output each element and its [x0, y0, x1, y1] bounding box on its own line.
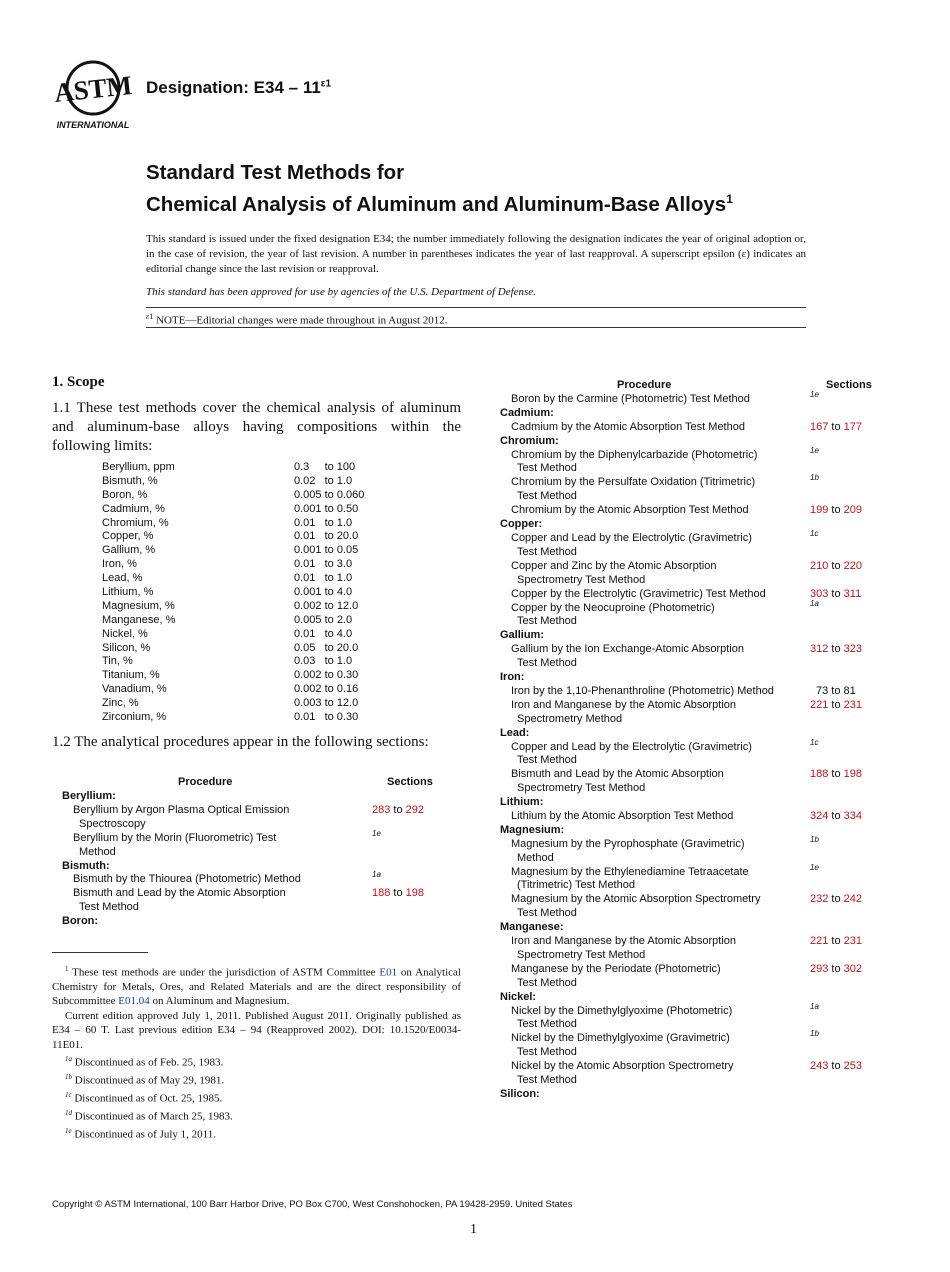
- section-range: 167 to 177: [810, 420, 863, 433]
- limit-element: Magnesium, %: [102, 599, 175, 612]
- limit-element: Tin, %: [102, 655, 133, 668]
- procedure-category: [500, 1088, 920, 1100]
- procedure-name: Cadmium by the Atomic Absorption Test Method: [511, 420, 745, 433]
- procedure-name: Lithium by the Atomic Absorption Test Method: [511, 810, 734, 822]
- procedure-category: [500, 629, 920, 641]
- section-link[interactable]: 198: [843, 768, 863, 781]
- footnotes: [52, 962, 461, 1142]
- category-label: Beryllium:: [62, 790, 116, 802]
- category-label: Iron:: [500, 671, 525, 683]
- limit-element: Iron, %: [102, 558, 137, 571]
- section-range: 232 to 242: [810, 893, 863, 906]
- limit-row: [102, 558, 402, 572]
- procedure-name: Beryllium by Argon Plasma Optical Emission: [73, 803, 290, 816]
- procedure-name: Gallium by the Ion Exchange-Atomic Absorption: [511, 643, 744, 656]
- procedure-name: Magnesium by the Ethylenediamine Tetraacetate: [511, 865, 749, 878]
- section-link[interactable]: 243: [810, 1060, 829, 1073]
- limit-element: Lithium, %: [102, 586, 154, 599]
- limit-range: 0.002 to 0.16: [294, 683, 359, 696]
- limit-range: 0.01 to 4.0: [294, 627, 353, 640]
- category-label: Lithium:: [500, 796, 544, 809]
- procedure-name: Iron and Manganese by the Atomic Absorption: [511, 698, 737, 711]
- procedure-name: Copper and Zinc by the Atomic Absorption: [511, 559, 717, 572]
- divider-bottom: [146, 327, 806, 328]
- procedure-category: [62, 915, 482, 927]
- title-line-1: Standard Test Methods for: [146, 161, 405, 184]
- footnote-discontinued: $^{1b}$ Discontinued as of May 29, 1981.: [65, 1073, 225, 1087]
- section-footnote-ref: 1a: [372, 870, 381, 880]
- procedure-name-cont: Method: [79, 845, 116, 858]
- limit-range: 0.002 to 12.0: [294, 599, 359, 612]
- section-range: 221 to 231: [810, 935, 863, 948]
- procedure-name: Iron by the 1,10-Phenanthroline (Photometric) Method: [511, 684, 774, 697]
- procedure-name: Boron by the Carmine (Photometric) Test Method: [511, 393, 750, 405]
- limit-row: [102, 642, 402, 656]
- section-footnote-ref: 1e: [372, 828, 381, 838]
- procedure-name-cont: Test Method: [517, 462, 577, 475]
- limit-range: 0.005 to 2.0: [294, 613, 353, 626]
- limit-element: Gallium, %: [102, 544, 156, 557]
- section-link[interactable]: 283: [372, 803, 391, 816]
- section-footnote-ref: 1b: [810, 473, 819, 483]
- procedure-name-cont: Method: [517, 851, 554, 864]
- section-link[interactable]: 177: [843, 420, 863, 433]
- procedure-category: [500, 671, 920, 683]
- section-footnote-ref: 1a: [810, 598, 819, 608]
- footnote-1: $^1$ These test methods are under the jurisdiction of ASTM Committee E01 on Analytical Chemistry for Metals, Ores, and Related Materials and are the direct responsibility of Subcommittee E01.04 on Aluminum and Magnesium.: [52, 965, 461, 1008]
- limit-row: [102, 544, 402, 558]
- dod-approval-note: This standard has been approved for use by agencies of the U.S. Department of Defense.: [146, 286, 536, 298]
- section-range: 221 to 231: [810, 698, 863, 711]
- procedure-name: Nickel by the Dimethylglyoxime (Gravimetric): [511, 1032, 730, 1045]
- limit-row: [102, 655, 402, 669]
- procedure-name-cont: Test Method: [517, 907, 577, 920]
- section-footnote-ref: 1b: [810, 834, 819, 844]
- procedure-name-cont: Test Method: [517, 1046, 577, 1059]
- procedure-name: Magnesium by the Pyrophosphate (Gravimetric): [511, 837, 745, 850]
- limit-row: [102, 669, 402, 683]
- procedure-name: Manganese by the Periodate (Photometric): [511, 962, 721, 975]
- limit-element: Manganese, %: [102, 613, 176, 626]
- procedure-name: Chromium by the Diphenylcarbazide (Photometric): [511, 448, 758, 461]
- procedure-name: Copper and Lead by the Electrolytic (Gravimetric): [511, 740, 752, 753]
- limit-range: 0.01 to 0.30: [294, 711, 359, 724]
- copyright: Copyright © ASTM International, 100 Barr Harbor Drive, PO Box C700, West Conshohocken, PA 19428-2959. United States: [52, 1199, 573, 1210]
- limit-range: 0.003 to 12.0: [294, 697, 359, 710]
- header-procedure: Procedure: [178, 776, 233, 788]
- section-footnote-ref: 1b: [810, 1029, 819, 1039]
- section-link[interactable]: 221: [810, 935, 829, 948]
- divider-top: [146, 307, 806, 308]
- procedure-name-cont: Test Method: [517, 754, 577, 767]
- procedure-name-cont: Spectrometry Test Method: [517, 948, 646, 961]
- section-footnote-ref: 1e: [810, 390, 819, 399]
- limit-element: Vanadium, %: [102, 683, 167, 696]
- procedure-category: [500, 727, 920, 739]
- section-footnote-ref: 1e: [810, 445, 819, 455]
- procedure-category: [62, 790, 482, 802]
- limit-element: Beryllium, ppm: [102, 461, 175, 473]
- section-link[interactable]: 231: [843, 698, 863, 711]
- category-label: Silicon:: [500, 1088, 540, 1100]
- limit-element: Silicon, %: [102, 641, 151, 654]
- section-link[interactable]: 312: [810, 643, 829, 656]
- limit-row: [102, 572, 402, 586]
- section-link[interactable]: 198: [405, 887, 425, 900]
- limit-element: Titanium, %: [102, 669, 160, 682]
- limit-row: [102, 711, 402, 725]
- procedure-name-cont: Test Method: [517, 1018, 577, 1031]
- procedure-name: Nickel by the Atomic Absorption Spectrometry: [511, 1060, 734, 1073]
- footnote-discontinued: $^{1a}$ Discontinued as of Feb. 25, 1983.: [65, 1055, 224, 1069]
- procedure-name-cont: (Titrimetric) Test Method: [517, 879, 635, 892]
- category-label: Chromium:: [500, 434, 559, 447]
- section-link[interactable]: 221: [810, 698, 829, 711]
- footnote-discontinued: $^{1c}$ Discontinued as of Oct. 25, 1985.: [65, 1091, 223, 1105]
- procedure-name: Bismuth by the Thiourea (Photometric) Method: [73, 873, 301, 886]
- section-footnote-ref: 1e: [810, 862, 819, 872]
- category-label: Copper:: [500, 518, 543, 531]
- footnote-discontinued: $^{1d}$ Discontinued as of March 25, 1983.: [65, 1109, 233, 1123]
- procedure-name-cont: Test Method: [517, 615, 577, 628]
- procedure-name: Copper by the Electrolytic (Gravimetric) Test Method: [511, 587, 766, 600]
- limit-range: 0.3 to 100: [294, 461, 356, 473]
- section-footnote-ref: 1c: [810, 737, 819, 747]
- limit-range: 0.01 to 1.0: [294, 516, 353, 529]
- section-link[interactable]: 334: [843, 810, 863, 822]
- section-footnote-ref: 1a: [810, 1001, 819, 1011]
- procedure-name: Bismuth and Lead by the Atomic Absorption: [511, 768, 724, 781]
- procedure-name: Chromium by the Atomic Absorption Test Method: [511, 504, 749, 517]
- procedure-name-cont: Spectroscopy: [79, 817, 146, 830]
- procedure-category: [500, 435, 920, 447]
- header-sections: Sections: [387, 776, 433, 788]
- section-range: 243 to 253: [810, 1060, 863, 1073]
- page-title: [146, 160, 733, 218]
- section-range: 303 to 311: [810, 587, 862, 600]
- section-link[interactable]: 311: [843, 587, 862, 600]
- composition-limits-table: [102, 461, 402, 725]
- limit-range: 0.02 to 1.0: [294, 474, 353, 487]
- procedure-name-cont: Test Method: [517, 1074, 577, 1087]
- procedure-category: [500, 796, 920, 808]
- astm-logo-subtext: INTERNATIONAL: [56, 120, 130, 130]
- section-link[interactable]: 324: [810, 810, 829, 822]
- procedure-category: [62, 860, 482, 872]
- astm-logo: [52, 58, 134, 132]
- page-number: 1: [470, 1222, 477, 1237]
- limit-row: [102, 489, 402, 503]
- limit-row: [102, 600, 402, 614]
- procedure-name: Copper by the Neocuproine (Photometric): [511, 601, 715, 614]
- header-procedure: Procedure: [617, 379, 672, 391]
- procedure-name-cont: Test Method: [517, 490, 577, 503]
- section-link[interactable]: 231: [843, 935, 863, 948]
- limit-range: 0.01 to 3.0: [294, 558, 353, 571]
- limit-row: [102, 683, 402, 697]
- limit-row: [102, 475, 402, 489]
- section-range: 199 to 209: [810, 504, 863, 517]
- limit-element: Boron, %: [102, 488, 148, 501]
- procedure-name-cont: Spectrometry Method: [517, 712, 623, 725]
- limit-element: Chromium, %: [102, 516, 169, 529]
- section-range: 283 to 292: [372, 803, 425, 816]
- limit-range: 0.05 to 20.0: [294, 641, 359, 654]
- limit-element: Nickel, %: [102, 627, 148, 640]
- category-label: Boron:: [62, 915, 99, 928]
- limit-row: [102, 530, 402, 544]
- title-line-2: Chemical Analysis of Aluminum and Aluminum-Base Alloys$^1$: [146, 192, 733, 216]
- editorial-note: $^{\varepsilon 1}$ NOTE—Editorial changes were made throughout in August 2012.: [146, 312, 448, 327]
- limit-row: [102, 517, 402, 531]
- limit-element: Copper, %: [102, 530, 154, 543]
- link-e01-04[interactable]: E01.04: [118, 995, 150, 1008]
- limit-range: 0.002 to 0.30: [294, 669, 359, 682]
- procedure-name-cont: Test Method: [79, 901, 139, 914]
- procedure-name-cont: Test Method: [517, 545, 577, 558]
- procedure-name: Iron and Manganese by the Atomic Absorption: [511, 935, 737, 948]
- limit-row: [102, 697, 402, 711]
- section-link[interactable]: 302: [843, 962, 863, 975]
- section-link[interactable]: 303: [810, 587, 829, 600]
- section-link[interactable]: 253: [843, 1060, 863, 1073]
- section-link[interactable]: 220: [843, 559, 863, 572]
- procedure-name: Beryllium by the Morin (Fluorometric) Test: [73, 831, 277, 844]
- procedure-category: [500, 921, 920, 933]
- paragraph-1-1: 1.1 These test methods cover the chemical analysis of aluminum and aluminum-base alloys having compositions within the following limits:: [52, 400, 461, 454]
- section-link[interactable]: 293: [810, 962, 829, 975]
- astm-logo-text: ASTM: [52, 69, 134, 108]
- limit-row: [102, 586, 402, 600]
- procedure-category: [500, 991, 920, 1003]
- section-link[interactable]: 210: [810, 559, 829, 572]
- limit-row: [102, 503, 402, 517]
- procedure-category: [500, 407, 920, 419]
- category-label: Lead:: [500, 726, 530, 739]
- limit-range: 0.001 to 0.05: [294, 544, 359, 557]
- section-link[interactable]: 188: [810, 768, 829, 781]
- limit-element: Zinc, %: [102, 697, 139, 710]
- section-link[interactable]: 242: [843, 893, 863, 906]
- limit-row: [102, 461, 402, 475]
- category-label: Bismuth:: [62, 859, 110, 872]
- section-heading-scope: 1. Scope: [52, 374, 105, 390]
- category-label: Nickel:: [500, 990, 537, 1003]
- limit-range: 0.03 to 1.0: [294, 655, 353, 668]
- procedure-name: Nickel by the Dimethylglyoxime (Photometric): [511, 1004, 733, 1017]
- section-range: 324 to 334: [810, 810, 863, 822]
- link-e01[interactable]: E01: [379, 966, 398, 979]
- footnote-discontinued: $^{1e}$ Discontinued as of July 1, 2011.: [65, 1127, 217, 1141]
- procedure-name-cont: Spectrometry Test Method: [517, 782, 646, 795]
- limit-element: Cadmium, %: [102, 502, 165, 515]
- category-label: Gallium:: [500, 629, 545, 642]
- section-link[interactable]: 167: [810, 420, 829, 433]
- category-label: Magnesium:: [500, 823, 565, 836]
- procedure-name-cont: Test Method: [517, 657, 577, 670]
- section-footnote-ref: 1c: [810, 529, 819, 538]
- header-sections: Sections: [826, 379, 872, 391]
- limit-row: [102, 628, 402, 642]
- footnote-divider: [52, 952, 148, 953]
- procedure-name: Bismuth and Lead by the Atomic Absorption: [73, 887, 286, 900]
- section-range: 312 to 323: [810, 643, 863, 656]
- procedure-name: Chromium by the Persulfate Oxidation (Titrimetric): [511, 476, 756, 489]
- section-range: 210 to 220: [810, 559, 863, 572]
- procedure-name-cont: Test Method: [517, 976, 577, 989]
- limit-element: Bismuth, %: [102, 474, 158, 487]
- footnote-current-edition: Current edition approved July 1, 2011. Published August 2011. Originally published as E34 – 60 T. Last previous edition E34 – 94 (Reapproved 2002). DOI: 10.1520/E0034-11E01.: [52, 1009, 461, 1051]
- section-link[interactable]: 209: [843, 504, 863, 517]
- intro-paragraph: This standard is issued under the fixed designation E34; the number immediately following the designation indicates the year of original adoption or, in the case of revision, the year of last revision. A number in parentheses indicates the year of last reapproval. A superscript epsilon (ε) indicates an editorial change since the last revision or reapproval.: [146, 233, 806, 275]
- limit-range: 0.01 to 1.0: [294, 572, 353, 585]
- section-link[interactable]: 199: [810, 504, 829, 517]
- procedure-name: Copper and Lead by the Electrolytic (Gravimetric): [511, 532, 752, 544]
- section-link[interactable]: 323: [843, 643, 863, 656]
- procedure-category: [500, 518, 920, 530]
- limit-range: 0.01 to 20.0: [294, 530, 359, 543]
- section-range: 73 to 81: [816, 684, 856, 697]
- section-range: 188 to 198: [810, 768, 863, 781]
- designation: Designation: $E34 - 11^{\varepsilon 1}$: [146, 78, 332, 97]
- limit-range: 0.001 to 4.0: [294, 586, 353, 599]
- category-label: Cadmium:: [500, 406, 554, 419]
- section-link[interactable]: 292: [405, 803, 425, 816]
- section-link[interactable]: 188: [372, 887, 391, 900]
- limit-range: 0.001 to 0.50: [294, 502, 359, 515]
- section-range: 188 to 198: [372, 887, 425, 900]
- procedure-name-cont: Spectrometry Test Method: [517, 573, 646, 586]
- paragraph-1-2: 1.2 The analytical procedures appear in the following sections:: [52, 734, 429, 750]
- section-link[interactable]: 232: [810, 893, 829, 906]
- procedure-name: Magnesium by the Atomic Absorption Spectrometry: [511, 893, 761, 906]
- section-range: 293 to 302: [810, 962, 863, 975]
- category-label: Manganese:: [500, 921, 564, 934]
- limit-element: Lead, %: [102, 572, 143, 585]
- procedure-category: [500, 824, 920, 836]
- limit-row: [102, 614, 402, 628]
- limit-range: 0.005 to 0.060: [294, 488, 365, 501]
- limit-element: Zirconium, %: [102, 711, 167, 724]
